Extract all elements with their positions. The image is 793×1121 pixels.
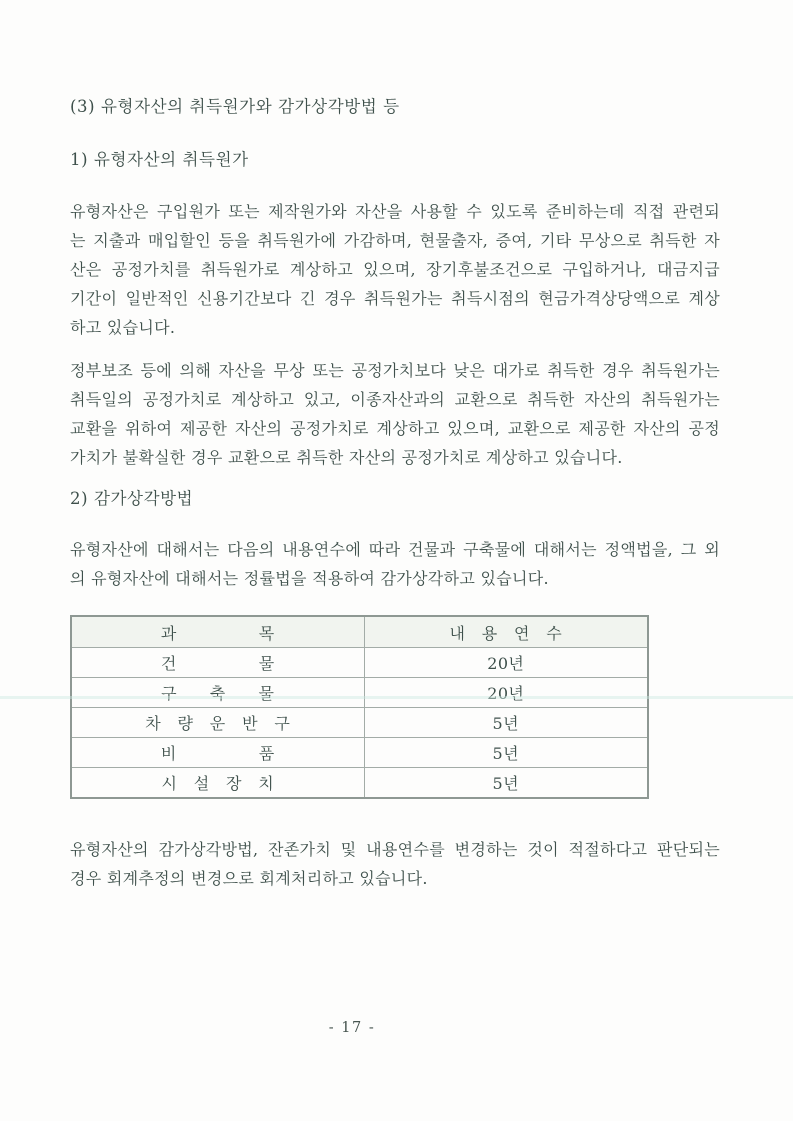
subsection-2-heading: 2) 감가상각방법 <box>70 489 194 508</box>
useful-life-cell: 5년 <box>364 738 648 768</box>
section-heading: (3) 유형자산의 취득원가와 감가상각방법 등 <box>70 97 400 116</box>
text-line: 유형자산은 구입원가 또는 제작원가와 자산을 사용할 수 있도록 준비하는데 직접 관련되 <box>70 202 720 221</box>
account-cell: 차 량 운 반 구 <box>71 708 364 738</box>
useful-life-cell: 20년 <box>364 648 648 678</box>
table-row <box>71 648 648 678</box>
depreciation-method-paragraph <box>70 535 720 593</box>
account-cell: 비 품 <box>71 738 364 768</box>
useful-life-cell: 5년 <box>364 708 648 738</box>
table-row <box>71 708 648 738</box>
account-cell: 건 물 <box>71 648 364 678</box>
useful-life-table <box>70 615 649 799</box>
text-line: 의 유형자산에 대해서는 정률법을 적용하여 감가상각하고 있습니다. <box>70 569 549 588</box>
text-line: 경우 회계추정의 변경으로 회계처리하고 있습니다. <box>70 869 428 888</box>
table-row <box>71 678 648 708</box>
text-line: 하고 있습니다. <box>70 318 176 337</box>
text-line: 유형자산에 대해서는 다음의 내용연수에 따라 건물과 구축물에 대해서는 정액법을, 그 외 <box>70 540 720 559</box>
text-line: 취득일의 공정가치로 계상하고 있고, 이종자산과의 교환으로 취득한 자산의 취득원가는 <box>70 390 720 409</box>
text-line: 가치가 불확실한 경우 교환으로 취득한 자산의 공정가치로 계상하고 있습니다. <box>70 448 623 467</box>
table-row <box>71 768 648 799</box>
text-line: 유형자산의 감가상각방법, 잔존가치 및 내용연수를 변경하는 것이 적절하다고 판단되는 <box>70 840 720 859</box>
table-header-row <box>71 616 648 648</box>
useful-life-cell: 20년 <box>364 678 648 708</box>
table-header-useful-life: 내 용 연 수 <box>364 616 648 648</box>
subsection-1-heading: 1) 유형자산의 취득원가 <box>70 150 249 169</box>
text-line: 산은 공정가치를 취득원가로 계상하고 있으며, 장기후불조건으로 구입하거나, 대금지급 <box>70 260 720 279</box>
acquisition-cost-paragraph-1 <box>70 197 720 342</box>
page-number: - 17 - <box>328 1020 376 1036</box>
estimate-change-paragraph <box>70 835 720 893</box>
table-row <box>71 738 648 768</box>
content-area <box>70 0 720 893</box>
text-line: 기간이 일반적인 신용기간보다 긴 경우 취득원가는 취득시점의 현금가격상당액으로 계상 <box>70 289 720 308</box>
acquisition-cost-paragraph-2 <box>70 356 720 472</box>
account-cell: 구 축 물 <box>71 678 364 708</box>
text-line: 교환을 위하여 제공한 자산의 공정가치로 계상하고 있으며, 교환으로 제공한 자산의 공정 <box>70 419 720 438</box>
account-cell: 시 설 장 치 <box>71 768 364 799</box>
table-header-account: 과 목 <box>71 616 364 648</box>
text-line: 정부보조 등에 의해 자산을 무상 또는 공정가치보다 낮은 대가로 취득한 경우 취득원가는 <box>70 361 720 380</box>
useful-life-cell: 5년 <box>364 768 648 799</box>
text-line: 는 지출과 매입할인 등을 취득원가에 가감하며, 현물출자, 증여, 기타 무상으로 취득한 자 <box>70 231 720 250</box>
